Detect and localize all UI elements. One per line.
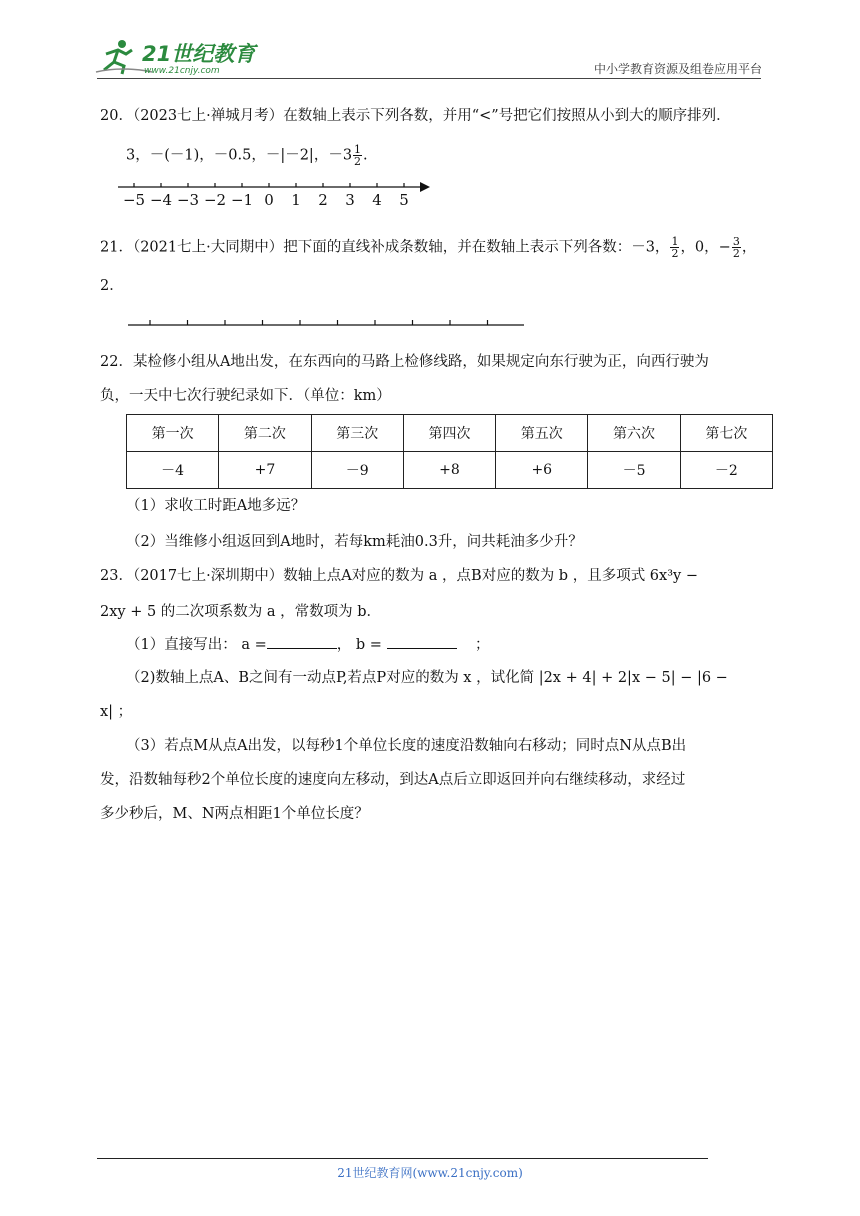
table-cell: +8 (403, 452, 495, 489)
table-header-cell: 第四次 (403, 415, 495, 452)
table-cell: +6 (496, 452, 588, 489)
platform-title: 中小学教育资源及组卷应用平台 (593, 62, 762, 76)
axis-tick-label: −3 (176, 191, 200, 208)
drive-record-table (126, 414, 773, 489)
svg-text:21世纪教育: 21世纪教育 (142, 42, 256, 66)
q22-stem-1: 22．某检修小组从A地出发，在东西向的马路上检修线路，如果规定向东行驶为正，向西行驶为 (100, 354, 709, 370)
q23-line2: 2xy + 5 的二次项系数为 a ，常数项为 b． (100, 604, 382, 620)
axis-tick-label: 2 (318, 191, 328, 208)
axis-tick-label: 1 (291, 191, 301, 208)
table-header-cell: 第六次 (588, 415, 680, 452)
answer-blank-b (387, 634, 457, 649)
axis-tick-label: −1 (230, 191, 254, 208)
q20-numbers: 3，－(－1)，－0.5，－|－2|，－3 $\frac{1}{2}$ . (126, 143, 368, 168)
q23-sub3-line1: （3）若点M从点A出发，以每秒1个单位长度的速度沿数轴向右移动；同时点N从点B出 (126, 738, 687, 754)
axis-tick-label: −5 (122, 191, 146, 208)
q21-blank-line (128, 315, 528, 329)
table-header-cell: 第五次 (496, 415, 588, 452)
axis-tick-label: −2 (203, 191, 227, 208)
fraction: $\frac{1}{2}$ (354, 143, 362, 168)
axis-tick-label: 3 (345, 191, 355, 208)
answer-blank-a (267, 634, 337, 649)
q23-sub3-line3: 多少秒后，M、N两点相距1个单位长度？ (100, 806, 369, 822)
q22-stem-2: 负，一天中七次行驶纪录如下．（单位：km） (100, 388, 391, 404)
table-cell: －4 (127, 452, 219, 489)
q20-stem: 20．（2023七上·禅城月考）在数轴上表示下列各数，并用“<”号把它们按照从小到大的顺序排列． (100, 108, 731, 124)
table-header-row (127, 415, 773, 452)
table-cell: +7 (219, 452, 311, 489)
q23-sub3-line2: 发，沿数轴每秒2个单位长度的速度向左移动，到达A点后立即返回并向右继续移动，求经过 (100, 772, 686, 788)
q23-line1: 23．（2017七上·深圳期中）数轴上点A对应的数为 a ，点B对应的数为 b ，且多项式 6x³y − (100, 568, 698, 584)
table-cell: －2 (680, 452, 772, 489)
table-header-cell: 第一次 (127, 415, 219, 452)
q23-sub2-line2: x| ； (100, 704, 133, 720)
axis-tick-label: −4 (149, 191, 173, 208)
site-logo (92, 36, 262, 78)
q20-number-line (118, 176, 438, 208)
q21-line2: 2． (100, 278, 124, 294)
q22-sub2: （2）当维修小组返回到A地时，若每km耗油0.3升，问共耗油多少升？ (126, 534, 583, 550)
table-cell: －9 (311, 452, 403, 489)
axis-tick-label: 4 (372, 191, 382, 208)
footer-text: 21世纪教育网(www.21cnjy.com) (337, 1166, 523, 1180)
table-cell: －5 (588, 452, 680, 489)
q23-sub1: （1）直接写出： a = ， b = ； (126, 634, 489, 655)
svg-text:www.21cnjy.com: www.21cnjy.com (144, 66, 220, 76)
q21-stem: 21．（2021七上·大同期中）把下面的直线补成条数轴，并在数轴上表示下列各数：－3， $\frac{1}{2}$ ，0，− $\frac{3}{2}$ ， (100, 235, 757, 260)
table-row (127, 452, 773, 489)
table-header-cell: 第七次 (680, 415, 772, 452)
fraction: $\frac{3}{2}$ (732, 235, 740, 260)
q23-sub2-line1: （2)数轴上点A、B之间有一动点P,若点P对应的数为 x ，试化简 |2x + 4| + 2|x − 5| − |6 − (126, 670, 728, 686)
q22-sub1: （1）求收工时距A地多远？ (126, 498, 306, 514)
fraction: $\frac{1}{2}$ (671, 235, 679, 260)
axis-tick-label: 5 (399, 191, 409, 208)
table-header-cell: 第三次 (311, 415, 403, 452)
table-header-cell: 第二次 (219, 415, 311, 452)
axis-tick-label: 0 (264, 191, 274, 208)
header-divider (97, 78, 761, 79)
footer-divider (97, 1158, 708, 1159)
